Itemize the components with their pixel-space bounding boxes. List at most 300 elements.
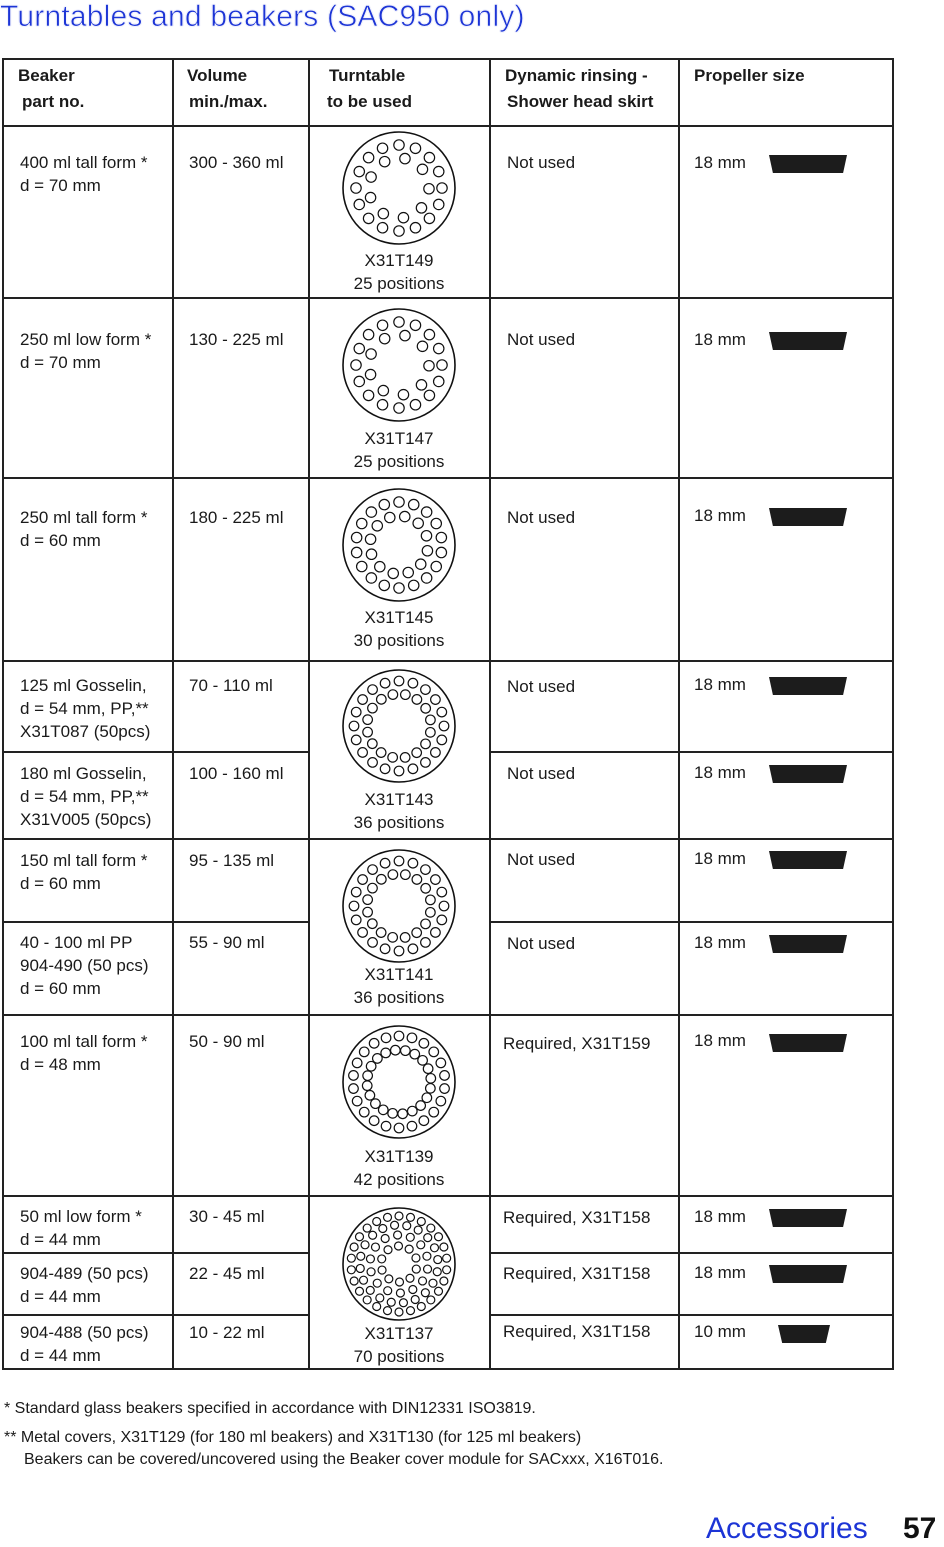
beaker-position (363, 895, 373, 905)
beaker-position (376, 928, 386, 938)
turntable-x31t147-diagram (339, 305, 459, 425)
beaker-position (424, 184, 434, 194)
beaker-position (427, 1296, 435, 1304)
beaker-position (371, 1243, 379, 1251)
beaker-position (426, 1074, 436, 1084)
beaker-position (437, 735, 447, 745)
beaker-position (435, 1287, 443, 1295)
beaker-position (421, 507, 431, 517)
beaker-cell: 904-489 (50 pcs) d = 44 mm (20, 1264, 149, 1306)
beaker-position (431, 695, 441, 705)
beaker-position (436, 1096, 446, 1106)
beaker-position (377, 143, 387, 153)
beaker-position (400, 511, 410, 521)
beaker-position (403, 1222, 411, 1230)
beaker-position (424, 329, 434, 339)
beaker-position (422, 546, 432, 556)
turntable-x31t145-diagram (339, 485, 459, 605)
propeller-cell: 18 mm (694, 1031, 746, 1050)
rinsing-cell: Required, X31T158 (503, 1322, 651, 1341)
beaker-position (371, 1099, 381, 1109)
beaker-position (356, 1264, 364, 1272)
beaker-position (367, 1268, 375, 1276)
beaker-position (443, 1266, 451, 1274)
header-volume: Volume min./max. (187, 66, 268, 111)
beaker-position (366, 549, 376, 559)
beaker-position (406, 1274, 414, 1282)
beaker-position (381, 1121, 391, 1131)
beaker-position (408, 764, 418, 774)
beaker-position (357, 1252, 365, 1260)
beaker-position (362, 1081, 372, 1091)
beaker-position (421, 685, 431, 695)
turntable-label: X31T145 30 positions (353, 608, 445, 650)
beaker-position (412, 875, 422, 885)
beaker-position (350, 1243, 358, 1251)
rinsing-cell: Required, X31T158 (503, 1208, 651, 1227)
beaker-position (363, 213, 373, 223)
beaker-position (358, 928, 368, 938)
beaker-position (380, 764, 390, 774)
beaker-position (416, 380, 426, 390)
beaker-position (407, 1033, 417, 1043)
rinsing-cell: Not used (507, 934, 576, 953)
beaker-position (437, 887, 447, 897)
beaker-position (368, 938, 378, 948)
turntable-x31t143-diagram (339, 666, 459, 786)
beaker-position (358, 875, 368, 885)
beaker-position (376, 1294, 384, 1302)
header-propeller: Propeller size (694, 66, 805, 85)
beaker-position (377, 695, 387, 705)
beaker-position (440, 1243, 448, 1251)
beaker-position (366, 573, 376, 583)
beaker-position (391, 1045, 401, 1055)
beaker-position (363, 1296, 371, 1304)
beaker-position (409, 499, 419, 509)
beaker-position (426, 728, 436, 738)
beaker-position (380, 858, 390, 868)
beaker-cell: 250 ml tall form * d = 60 mm (20, 508, 148, 550)
beaker-position (412, 748, 422, 758)
beaker-position (377, 875, 387, 885)
beaker-position (368, 685, 378, 695)
beaker-position (394, 676, 404, 686)
propeller-icon (769, 677, 847, 695)
beaker-position (406, 1307, 414, 1315)
beaker-position (424, 1265, 432, 1273)
beaker-position (356, 1287, 364, 1295)
beaker-position (394, 226, 404, 236)
beaker-position (436, 1058, 446, 1068)
propeller-icon (769, 1265, 847, 1283)
propeller-icon (769, 1209, 847, 1227)
beaker-position (354, 199, 364, 209)
beaker-position (440, 1277, 448, 1285)
beaker-position (431, 748, 441, 758)
beaker-position (423, 1252, 431, 1260)
beaker-cell: 100 ml tall form * d = 48 mm (20, 1032, 148, 1074)
beaker-position (357, 518, 367, 528)
beaker-position (363, 1071, 373, 1081)
volume-cell: 50 - 90 ml (189, 1032, 265, 1051)
beaker-position (363, 715, 373, 725)
beaker-position (401, 870, 411, 880)
beaker-position (366, 172, 376, 182)
beaker-position (434, 376, 444, 386)
beaker-position (414, 1226, 422, 1234)
beaker-position (426, 895, 436, 905)
beaker-position (416, 203, 426, 213)
beaker-position (375, 562, 385, 572)
beaker-position (394, 583, 404, 593)
beaker-position (431, 518, 441, 528)
beaker-position (377, 320, 387, 330)
beaker-position (398, 1109, 408, 1119)
beaker-cell: 904-488 (50 pcs) d = 44 mm (20, 1323, 149, 1365)
beaker-position (368, 919, 378, 929)
beaker-position (412, 1265, 420, 1273)
rinsing-cell: Not used (507, 764, 576, 783)
turntable-x31t137-diagram (339, 1204, 459, 1324)
propeller-icon (769, 765, 847, 783)
volume-cell: 95 - 135 ml (189, 851, 275, 870)
beaker-position (363, 1224, 371, 1232)
beaker-position (363, 390, 373, 400)
beaker-position (354, 166, 364, 176)
beaker-position (363, 152, 373, 162)
beaker-cell: 250 ml low form * d = 70 mm (20, 330, 152, 372)
rinsing-cell: Not used (507, 153, 576, 172)
beaker-position (424, 390, 434, 400)
beaker-position (437, 707, 447, 717)
beaker-position (351, 735, 361, 745)
beaker-position (394, 946, 404, 956)
beaker-position (407, 1106, 417, 1116)
beaker-position (368, 703, 378, 713)
beaker-position (409, 580, 419, 590)
propeller-icon (769, 332, 847, 350)
beaker-position (376, 748, 386, 758)
turntable-label: X31T137 70 positions (353, 1324, 445, 1366)
volume-cell: 70 - 110 ml (189, 676, 273, 695)
beaker-cell: 125 ml Gosselin, d = 54 mm, PP,** X31T087 (50pcs) (20, 676, 151, 741)
turntable-x31t149-diagram (339, 128, 459, 248)
beaker-position (388, 870, 398, 880)
beaker-position (373, 1218, 381, 1226)
propeller-icon (769, 851, 847, 869)
volume-cell: 10 - 22 ml (189, 1323, 265, 1342)
beaker-position (354, 376, 364, 386)
beaker-position (381, 1033, 391, 1043)
beaker-position (368, 883, 378, 893)
beaker-position (394, 856, 404, 866)
turntable-plate (343, 1026, 455, 1138)
beaker-position (385, 1275, 393, 1283)
beaker-position (412, 1254, 420, 1262)
beaker-position (400, 753, 410, 763)
beaker-position (437, 915, 447, 925)
beaker-position (421, 865, 431, 875)
beaker-position (391, 1221, 399, 1229)
beaker-position (443, 1254, 451, 1262)
beaker-position (396, 1278, 404, 1286)
beaker-position (369, 1231, 377, 1239)
rinsing-cell: Required, X31T159 (503, 1034, 651, 1053)
beaker-position (379, 156, 389, 166)
beaker-position (426, 715, 436, 725)
beaker-position (394, 766, 404, 776)
beaker-position (410, 320, 420, 330)
beaker-position (424, 361, 434, 371)
turntable-label: X31T141 36 positions (353, 965, 445, 1007)
beaker-position (406, 1213, 414, 1221)
beaker-cell: 40 - 100 ml PP 904-490 (50 pcs) d = 60 mm (20, 933, 149, 998)
section-name: Accessories (706, 1512, 868, 1545)
propeller-icon (769, 508, 847, 526)
beaker-position (384, 1246, 392, 1254)
propeller-icon (769, 155, 847, 173)
beaker-position (351, 915, 361, 925)
beaker-position (349, 1084, 359, 1094)
beaker-cell: 400 ml tall form * d = 70 mm (20, 153, 148, 195)
beaker-position (394, 1123, 404, 1133)
beaker-position (400, 153, 410, 163)
beaker-position (421, 739, 431, 749)
beaker-position (431, 928, 441, 938)
beaker-position (421, 573, 431, 583)
beaker-position (410, 223, 420, 233)
beaker-position (431, 561, 441, 571)
beaker-position (421, 1289, 429, 1297)
propeller-small-icon (778, 1325, 830, 1343)
beaker-position (360, 1276, 368, 1284)
beaker-position (419, 1116, 429, 1126)
beaker-position (395, 1212, 403, 1220)
beaker-position (387, 1298, 395, 1306)
beaker-position (378, 385, 388, 395)
beaker-position (421, 531, 431, 541)
beaker-position (417, 1218, 425, 1226)
beaker-position (421, 919, 431, 929)
beaker-position (429, 1047, 439, 1057)
propeller-cell: 18 mm (694, 675, 746, 694)
beaker-position (430, 1244, 438, 1252)
beaker-position (351, 707, 361, 717)
beaker-position (380, 944, 390, 954)
page-title: Turntables and beakers (SAC950 only) (0, 0, 525, 33)
propeller-cell: 18 mm (694, 1207, 746, 1226)
beaker-position (401, 690, 411, 700)
beaker-position (421, 758, 431, 768)
beaker-position (410, 400, 420, 410)
beaker-cell: 150 ml tall form * d = 60 mm (20, 851, 148, 893)
footnote-metal-covers: ** Metal covers, X31T129 (for 180 ml beakers) and X31T130 (for 125 ml beakers) (4, 1429, 582, 1446)
volume-cell: 55 - 90 ml (189, 933, 265, 952)
beaker-position (356, 1233, 364, 1241)
beaker-position (369, 1116, 379, 1126)
beaker-position (421, 884, 431, 894)
beaker-position (379, 1225, 387, 1233)
beaker-position (369, 1039, 379, 1049)
beaker-position (394, 403, 404, 413)
volume-cell: 30 - 45 ml (189, 1207, 265, 1226)
beaker-position (358, 695, 368, 705)
beaker-position (385, 512, 395, 522)
beaker-position (424, 1234, 432, 1242)
beaker-position (349, 721, 359, 731)
beaker-position (417, 1303, 425, 1311)
beaker-position (368, 739, 378, 749)
beaker-position (351, 547, 361, 557)
beaker-position (359, 1107, 369, 1117)
beaker-position (351, 887, 361, 897)
propeller-icon (769, 935, 847, 953)
volume-cell: 300 - 360 ml (189, 153, 284, 172)
beaker-position (366, 507, 376, 517)
beaker-position (398, 389, 408, 399)
beaker-position (408, 678, 418, 688)
beaker-position (365, 369, 375, 379)
propeller-cell: 18 mm (694, 849, 746, 868)
footnote-standard: * Standard glass beakers specified in accordance with DIN12331 ISO3819. (4, 1400, 536, 1417)
beaker-position (424, 152, 434, 162)
beaker-position (408, 944, 418, 954)
beaker-position (365, 1090, 375, 1100)
beaker-position (418, 1056, 428, 1066)
beaker-position (363, 907, 373, 917)
propeller-cell: 18 mm (694, 763, 746, 782)
beaker-position (429, 1107, 439, 1117)
beaker-position (394, 140, 404, 150)
propeller-cell: 10 mm (694, 1322, 746, 1341)
beaker-position (379, 499, 389, 509)
beaker-position (395, 1308, 403, 1316)
beaker-position (365, 192, 375, 202)
beaker-position (366, 1255, 374, 1263)
beaker-position (407, 1121, 417, 1131)
beaker-position (416, 1101, 426, 1111)
beaker-cell: 50 ml low form * d = 44 mm (20, 1207, 142, 1249)
header-beaker: Beaker part no. (18, 66, 85, 111)
beaker-position (434, 199, 444, 209)
beaker-position (426, 908, 436, 918)
beaker-position (427, 1224, 435, 1232)
beaker-position (417, 341, 427, 351)
beaker-position (377, 223, 387, 233)
beaker-position (363, 329, 373, 339)
beaker-position (388, 1109, 398, 1119)
rinsing-cell: Not used (507, 330, 576, 349)
beaker-position (436, 532, 446, 542)
beaker-position (440, 1071, 450, 1081)
beaker-position (394, 1031, 404, 1041)
beaker-position (405, 1245, 413, 1253)
turntable-label: X31T149 25 positions (353, 251, 445, 293)
beaker-position (365, 534, 375, 544)
beaker-position (419, 1277, 427, 1285)
beaker-position (412, 695, 422, 705)
beaker-position (379, 333, 389, 343)
beaker-position (366, 1286, 374, 1294)
beaker-position (400, 933, 410, 943)
header-turntable: Turntable to be used (327, 66, 413, 111)
beaker-position (406, 1233, 414, 1241)
volume-cell: 180 - 225 ml (189, 508, 284, 527)
propeller-icon (769, 1034, 847, 1052)
beaker-position (439, 901, 449, 911)
turntable-plate (343, 670, 455, 782)
beaker-position (388, 753, 398, 763)
beaker-position (437, 183, 447, 193)
turntable-plate (343, 309, 455, 421)
beaker-position (354, 343, 364, 353)
propeller-cell: 18 mm (694, 153, 746, 172)
rinsing-cell: Required, X31T158 (503, 1264, 651, 1283)
footnote-cover-module: Beakers can be covered/uncovered using the Beaker cover module for SACxxx, X16T016. (24, 1451, 664, 1468)
beaker-position (372, 521, 382, 531)
header-rinsing: Dynamic rinsing - Shower head skirt (505, 66, 654, 111)
turntable-label: X31T139 42 positions (353, 1147, 445, 1189)
beaker-position (421, 938, 431, 948)
beaker-position (366, 349, 376, 359)
beaker-position (394, 1231, 402, 1239)
beaker-position (394, 1242, 402, 1250)
beaker-position (352, 1096, 362, 1106)
beaker-position (411, 1295, 419, 1303)
beaker-position (419, 1039, 429, 1049)
beaker-position (378, 1266, 386, 1274)
beaker-position (351, 360, 361, 370)
beaker-position (357, 561, 367, 571)
volume-cell: 22 - 45 ml (189, 1264, 265, 1283)
beaker-position (394, 497, 404, 507)
turntable-x31t139-diagram (339, 1022, 459, 1142)
beaker-position (429, 1279, 437, 1287)
beaker-position (434, 343, 444, 353)
beaker-position (394, 317, 404, 327)
beaker-position (359, 1047, 369, 1057)
beaker-position (368, 758, 378, 768)
turntable-plate (343, 132, 455, 244)
beaker-position (408, 858, 418, 868)
beaker-position (381, 1235, 389, 1243)
volume-cell: 130 - 225 ml (189, 330, 284, 349)
beaker-position (439, 721, 449, 731)
beaker-position (378, 1255, 386, 1263)
beaker-position (424, 213, 434, 223)
beaker-position (361, 1241, 369, 1249)
beaker-position (417, 1241, 425, 1249)
beaker-position (373, 1303, 381, 1311)
beaker-position (436, 547, 446, 557)
beaker-position (434, 1256, 442, 1264)
beaker-position (380, 678, 390, 688)
beaker-position (351, 183, 361, 193)
beaker-position (363, 727, 373, 737)
rinsing-cell: Not used (507, 677, 576, 696)
turntable-label: X31T147 25 positions (353, 429, 445, 471)
beaker-position (388, 690, 398, 700)
volume-cell: 100 - 160 ml (189, 764, 284, 783)
turntable-plate (343, 850, 455, 962)
beaker-position (423, 1064, 433, 1074)
beaker-position (379, 580, 389, 590)
propeller-cell: 18 mm (694, 330, 746, 349)
beaker-position (399, 1299, 407, 1307)
beaker-position (384, 1287, 392, 1295)
beaker-position (400, 330, 410, 340)
